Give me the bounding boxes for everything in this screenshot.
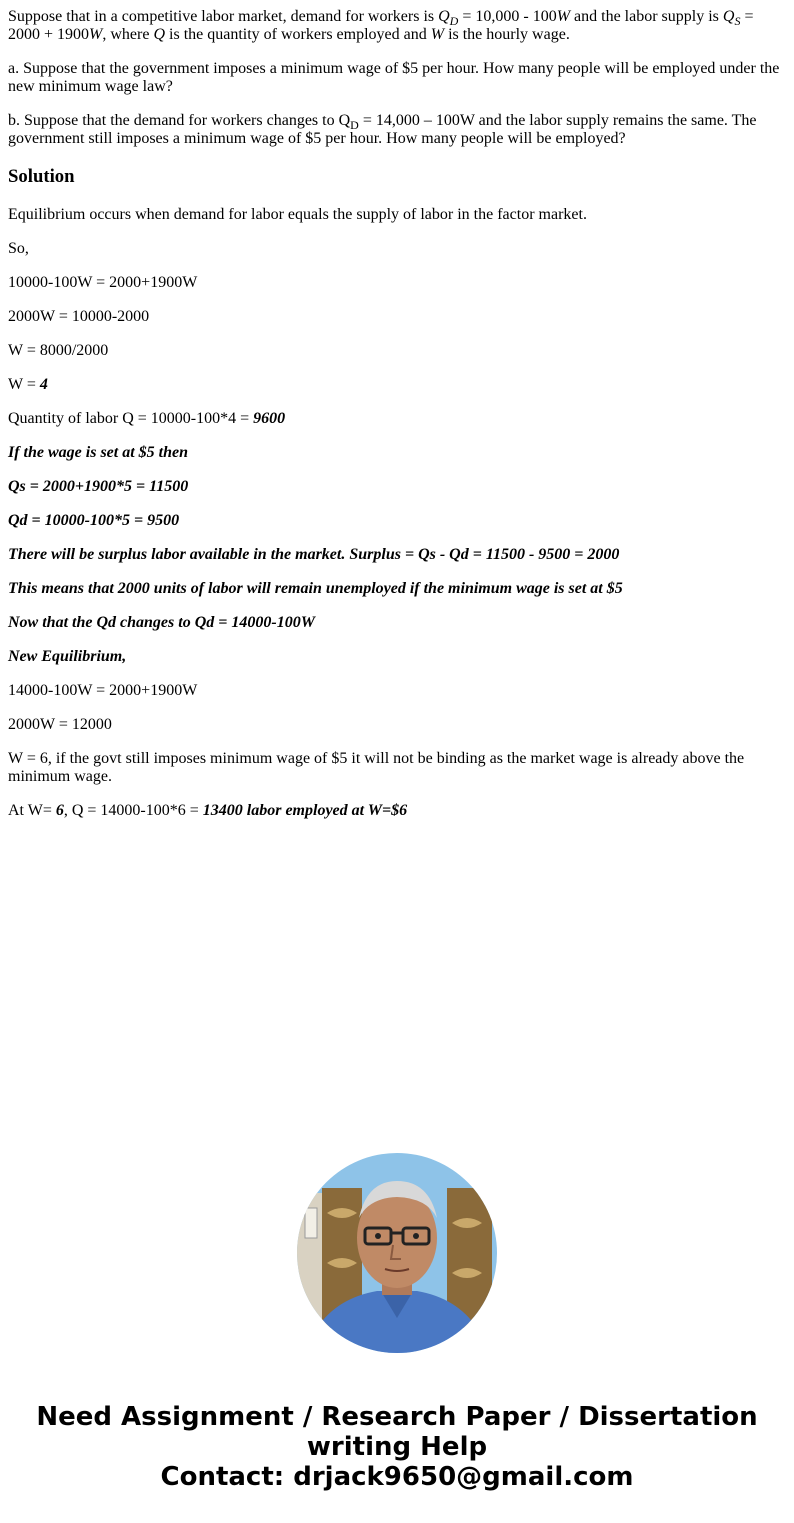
equilibrium-text: Equilibrium occurs when demand for labor equals the supply of labor in the factor market. bbox=[8, 206, 587, 223]
intro-text-7: is the hourly wage. bbox=[444, 26, 570, 43]
wage-result-prefix: W = bbox=[8, 376, 40, 393]
final-result-value: 13400 labor employed at W=$6 bbox=[202, 802, 408, 819]
w6-line: W = 6, if the govt still imposes minimum wage of $5 it will not be binding as the market wage is already above the minimum wage. bbox=[8, 750, 745, 785]
quantity-result bbox=[8, 410, 786, 428]
question-intro bbox=[8, 8, 786, 44]
wage-result-value: 4 bbox=[39, 376, 48, 393]
final-text-1: At W= bbox=[8, 802, 56, 819]
equation-5: 2000W = 12000 bbox=[8, 716, 112, 733]
new-equilibrium-header: New Equilibrium, bbox=[8, 648, 127, 665]
part-b-text-2: = 14,000 – 100W and the labor supply remains the same. The government still imposes a minimum wage of $5 per hour. How many people will be employed? bbox=[8, 112, 757, 147]
part-b-subscript: D bbox=[350, 118, 359, 133]
banner-line-2: writing Help bbox=[306, 1432, 488, 1462]
intro-text-5: , where bbox=[102, 26, 154, 43]
qs-subscript: S bbox=[734, 14, 741, 29]
part-b-text-1: b. Suppose that the demand for workers changes to Q bbox=[8, 112, 351, 129]
quantity-prefix: Quantity of labor Q = 10000-100*4 = bbox=[8, 410, 254, 427]
intro-text-4: = 2000 + 1900 bbox=[8, 8, 754, 43]
w-symbol-1: W bbox=[556, 8, 571, 25]
equation-3: W = 8000/2000 bbox=[8, 342, 109, 359]
intro-text-2: = 10,000 - 100 bbox=[458, 8, 557, 25]
question-part-b bbox=[8, 112, 786, 148]
qd-symbol: Q bbox=[438, 8, 450, 25]
w-symbol-2: W bbox=[89, 26, 103, 43]
w-symbol-3: W bbox=[430, 26, 445, 43]
document-body bbox=[8, 0, 786, 836]
intro-text-6: is the quantity of workers employed and bbox=[165, 26, 431, 43]
min-wage-header: If the wage is set at $5 then bbox=[8, 444, 189, 461]
equation-4: 14000-100W = 2000+1900W bbox=[8, 682, 198, 699]
wage-result bbox=[8, 376, 786, 394]
quantity-value: 9600 bbox=[253, 410, 286, 427]
banner-contact-line: Contact: drjack9650@gmail.com bbox=[160, 1462, 634, 1492]
qd-change-line: Now that the Qd changes to Qd = 14000-100W bbox=[8, 614, 315, 631]
author-portrait-image bbox=[297, 1153, 497, 1353]
question-part-a: a. Suppose that the government imposes a minimum wage of $5 per hour. How many people will be employed under the new minimum wage law? bbox=[8, 60, 780, 95]
qd-line: Qd = 10000-100*5 = 9500 bbox=[8, 512, 180, 529]
final-result bbox=[8, 802, 786, 820]
equation-2: 2000W = 10000-2000 bbox=[8, 308, 150, 325]
final-text-2: , Q = 14000-100*6 = bbox=[63, 802, 203, 819]
so-text: So, bbox=[8, 240, 29, 257]
intro-text-1: Suppose that in a competitive labor market, demand for workers is bbox=[8, 8, 439, 25]
author-avatar bbox=[297, 1153, 497, 1353]
intro-text-3: and the labor supply is bbox=[570, 8, 723, 25]
equation-1: 10000-100W = 2000+1900W bbox=[8, 274, 198, 291]
qs-symbol: Q bbox=[722, 8, 735, 25]
unemployed-line: This means that 2000 units of labor will remain unemployed if the minimum wage is set at $5 bbox=[8, 580, 623, 597]
contact-banner bbox=[0, 1402, 794, 1492]
q-symbol: Q bbox=[153, 26, 166, 43]
surplus-line: There will be surplus labor available in the market. Surplus = Qs - Qd = 11500 - 9500 = 2000 bbox=[8, 546, 620, 563]
qs-line: Qs = 2000+1900*5 = 11500 bbox=[8, 478, 189, 495]
qd-subscript: D bbox=[449, 14, 459, 29]
solution-heading: Solution bbox=[8, 166, 75, 187]
banner-line-1: Need Assignment / Research Paper / Dissertation bbox=[36, 1402, 758, 1432]
final-wage-value: 6 bbox=[55, 802, 64, 819]
